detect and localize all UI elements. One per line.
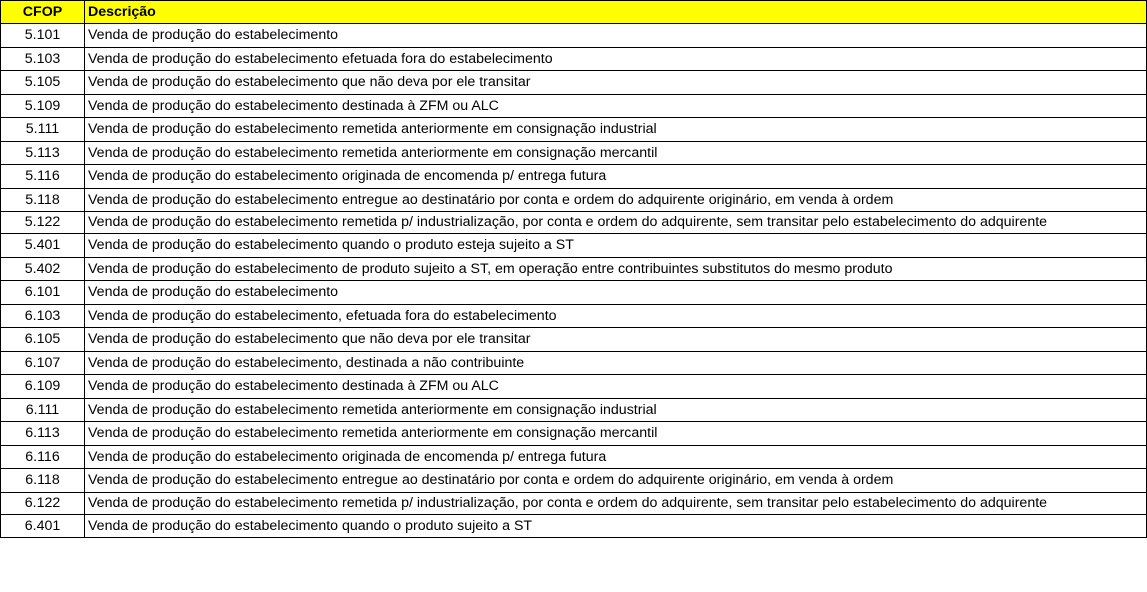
cfop-description-cell: Venda de produção do estabelecimento de produto sujeito a ST, em operação entre contribuintes substitutos do mesmo produto: [85, 257, 1147, 281]
cfop-description-cell: Venda de produção do estabelecimento remetida anteriormente em consignação mercantil: [85, 422, 1147, 446]
cfop-code-cell: 5.105: [1, 71, 85, 95]
table-row: [1, 375, 1147, 399]
cfop-code-cell: 6.107: [1, 351, 85, 375]
cfop-description-cell: Venda de produção do estabelecimento originada de encomenda p/ entrega futura: [85, 445, 1147, 469]
cfop-description-cell: Venda de produção do estabelecimento originada de encomenda p/ entrega futura: [85, 165, 1147, 189]
cfop-code-cell: 6.109: [1, 375, 85, 399]
cfop-code-cell: 6.101: [1, 281, 85, 305]
cfop-code-cell: 6.113: [1, 422, 85, 446]
cfop-description-cell: Venda de produção do estabelecimento efetuada fora do estabelecimento: [85, 47, 1147, 71]
cfop-code-cell: 6.122: [1, 492, 85, 514]
cfop-description-cell: Venda de produção do estabelecimento entregue ao destinatário por conta e ordem do adquirente originário, em venda à ordem: [85, 188, 1147, 212]
cfop-description-cell: Venda de produção do estabelecimento remetida anteriormente em consignação industrial: [85, 118, 1147, 142]
cfop-code-cell: 6.116: [1, 445, 85, 469]
cfop-code-cell: 6.401: [1, 514, 85, 538]
table-row: [1, 328, 1147, 352]
cfop-description-cell: Venda de produção do estabelecimento, efetuada fora do estabelecimento: [85, 304, 1147, 328]
table-row: [1, 141, 1147, 165]
cfop-description-cell: Venda de produção do estabelecimento destinada à ZFM ou ALC: [85, 94, 1147, 118]
table-row: [1, 94, 1147, 118]
table-row: [1, 118, 1147, 142]
cfop-code-cell: 5.401: [1, 234, 85, 258]
table-row: [1, 71, 1147, 95]
table-body: [1, 24, 1147, 538]
cfop-code-cell: 5.111: [1, 118, 85, 142]
cfop-code-cell: 5.122: [1, 212, 85, 234]
column-header-descricao: Descrição: [85, 1, 1147, 24]
cfop-description-cell: Venda de produção do estabelecimento entregue ao destinatário por conta e ordem do adquirente originário, em venda à ordem: [85, 469, 1147, 493]
cfop-description-cell: Venda de produção do estabelecimento remetida anteriormente em consignação mercantil: [85, 141, 1147, 165]
cfop-code-cell: 6.105: [1, 328, 85, 352]
cfop-description-cell: Venda de produção do estabelecimento destinada à ZFM ou ALC: [85, 375, 1147, 399]
cfop-code-cell: 6.103: [1, 304, 85, 328]
cfop-code-cell: 5.113: [1, 141, 85, 165]
cfop-code-cell: 5.118: [1, 188, 85, 212]
cfop-code-cell: 5.402: [1, 257, 85, 281]
cfop-description-cell: Venda de produção do estabelecimento que não deva por ele transitar: [85, 71, 1147, 95]
table-row: [1, 165, 1147, 189]
column-header-cfop: CFOP: [1, 1, 85, 24]
cfop-description-cell: Venda de produção do estabelecimento remetida anteriormente em consignação industrial: [85, 398, 1147, 422]
cfop-code-cell: 5.109: [1, 94, 85, 118]
table-row: [1, 188, 1147, 212]
table-row: [1, 469, 1147, 493]
table-row: [1, 351, 1147, 375]
table-row: [1, 281, 1147, 305]
cfop-code-cell: 6.111: [1, 398, 85, 422]
table-row: [1, 47, 1147, 71]
cfop-code-cell: 5.103: [1, 47, 85, 71]
cfop-description-cell: Venda de produção do estabelecimento quando o produto esteja sujeito a ST: [85, 234, 1147, 258]
cfop-description-cell: Venda de produção do estabelecimento: [85, 281, 1147, 305]
cfop-description-cell: Venda de produção do estabelecimento: [85, 24, 1147, 48]
cfop-code-cell: 5.101: [1, 24, 85, 48]
table-row: [1, 398, 1147, 422]
table-row: [1, 234, 1147, 258]
table-row: [1, 514, 1147, 538]
table-row: [1, 492, 1147, 514]
table-row: [1, 304, 1147, 328]
table-row: [1, 212, 1147, 234]
cfop-description-cell: Venda de produção do estabelecimento remetida p/ industrialização, por conta e ordem do adquirente, sem transitar pelo estabelecimento do adquirente: [85, 492, 1147, 514]
table-row: [1, 422, 1147, 446]
cfop-description-cell: Venda de produção do estabelecimento quando o produto sujeito a ST: [85, 514, 1147, 538]
header-row: [1, 1, 1147, 24]
table-row: [1, 445, 1147, 469]
table-row: [1, 257, 1147, 281]
cfop-description-cell: Venda de produção do estabelecimento, destinada a não contribuinte: [85, 351, 1147, 375]
table-row: [1, 24, 1147, 48]
cfop-description-cell: Venda de produção do estabelecimento que não deva por ele transitar: [85, 328, 1147, 352]
cfop-description-cell: Venda de produção do estabelecimento remetida p/ industrialização, por conta e ordem do adquirente, sem transitar pelo estabelecimento do adquirente: [85, 212, 1147, 234]
cfop-code-cell: 5.116: [1, 165, 85, 189]
table-header: [1, 1, 1147, 24]
cfop-code-cell: 6.118: [1, 469, 85, 493]
